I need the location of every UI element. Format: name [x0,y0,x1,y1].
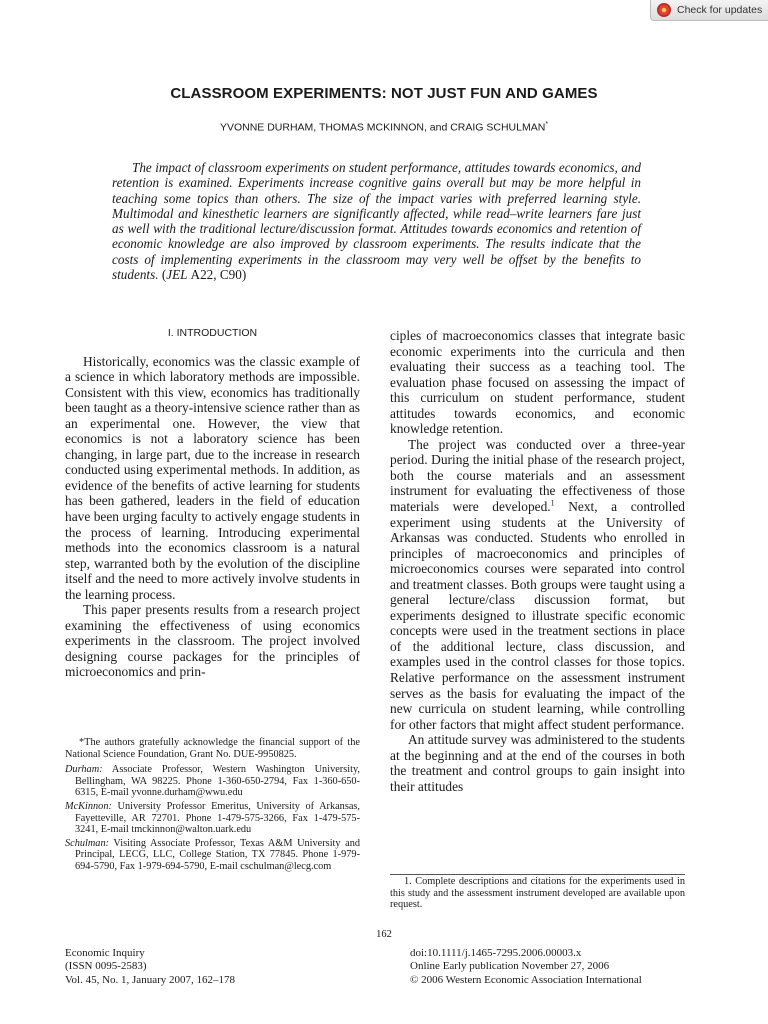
affiliation-name: McKinnon: [65,800,112,812]
journal-name: Economic Inquiry [65,947,145,959]
footnote-1 [390,874,685,911]
abstract-text: The impact of classroom experiments on student performance, attitudes towards economics, and retention is examined. Experiments increase cognitive gains overall but may be more helpful in teaching some topics than others. The size of the impact varies with preferred learning style. Multimodal and kinesthetic learners are significantly affected, while read–write learners fare just as well with the traditional lecture/discussion format. Attitudes towards economics and retention of economic knowledge are also improved by classroom experiments. The results indicate that the costs of implementing experiments in the classroom may very well be offset by the benefits to students. [112,160,641,283]
affiliation-durham [65,764,360,799]
copyright: © 2006 Western Economic Association International [410,973,642,986]
acknowledgment-footnote: *The authors gratefully acknowledge the financial support of the National Science Foundation, Grant No. DUE-9950825. [65,737,360,760]
affiliation-text: University Professor Emeritus, University of Arkansas, Fayetteville, AR 72701. Phone 1-479-575-3266, Fax 1-479-575-3241, E-mail tmckinnon@walton.uark.edu [75,800,360,836]
jel-open: ( [161,267,167,283]
affiliation-name: Durham: [65,764,103,776]
journal-issn: (ISSN 0095-2583) [65,960,147,973]
affiliation-name: Schulman: [65,837,110,849]
intro-paragraph-2-continued: ciples of macroeconomics classes that integrate basic economic experiments into the curricula and then evaluating their success as a teaching tool. The evaluation phase focused on assessing the impact of this curriculum on student performance, student attitudes towards economics, and economic knowledge retention. [390,328,685,437]
journal-info [65,947,235,987]
check-for-updates-badge[interactable] [650,0,768,21]
crossmark-icon [657,3,671,17]
jel-codes: A22, C90) [190,267,247,283]
author-line [0,121,768,134]
affiliation-schulman [65,838,360,873]
affiliation-mckinnon [65,801,360,836]
right-column [390,328,685,794]
intro-paragraph-4: An attitude survey was administered to the students at the beginning and at the end of the courses in both the treatment and control groups to gain insight into their attitudes [390,732,685,794]
intro-paragraph-3-part-a: The project was conducted over a three-year period. During the initial phase of the research project, both the course materials and an assessment instrument for evaluating the effectiveness of those materials were developed. [390,436,685,515]
section-heading: I. INTRODUCTION [167,327,258,339]
page-number: 162 [376,929,392,940]
intro-paragraph-3-part-b: Next, a controlled experiment using students at the University of Arkansas was conducted. Students who enrolled in principles of macroeconomics and principles of microeconomics courses were separated into control and treatment classes. Both groups were taught using a general lecture/class discussion format, but experiments designed to illustrate specific economic concepts were used in the treatment sections in place of the additional lecture, class discussion, and examples used in the control classes for those topics. Relative performance on the assessment instrument serves as the basis for evaluating the impact of the new curricula on student learning, while controlling for other factors that might affect student performance. [390,499,685,732]
left-column [65,326,360,680]
author-footnote-mark: * [545,121,549,128]
intro-paragraph-1: Historically, economics was the classic example of a science in which laboratory methods are impossible. Consistent with this view, economics has traditionally been taught as a theory-intensive science rather than as an experimental one. However, the view that economics is not a laboratory science has been changing, in large part, due to the increase in research conducted using experimental methods. In addition, as evidence of the benefits of active learning for students has been gathered, leaders in the field of education have been urging faculty to actively engage students in the process of learning. Introducing experimental methods into the economics classroom is a natural step, warranted both by the evolution of the discipline itself and the need to more actively involve students in the learning process. [65,353,360,602]
journal-volume: Vol. 45, No. 1, January 2007, 162–178 [65,973,235,986]
abstract [112,160,641,282]
online-publication-date: Online Early publication November 27, 2006 [410,960,610,973]
check-for-updates-label: Check for updates [677,4,763,16]
footnotes-left [65,737,360,875]
paper-title: CLASSROOM EXPERIMENTS: NOT JUST FUN AND GAMES [170,85,598,102]
footnote-1-text: 1. Complete descriptions and citations for the experiments used in this study and the assessment instrument developed are available upon request. [390,876,685,911]
intro-paragraph-2: This paper presents results from a research project examining the effectiveness of using economics experiments in the classroom. The project involved designing course packages for the principles of microeconomics and prin- [65,602,360,680]
intro-paragraph-3 [390,437,685,732]
jel-label: JEL [166,267,188,283]
footnote-ref-1[interactable]: 1 [550,498,555,508]
doi[interactable]: doi:10.1111/j.1465-7295.2006.00003.x [410,947,582,959]
affiliation-text: Visiting Associate Professor, Texas A&M University and Principal, LECG, LLC, College Station, TX 77845. Phone 1-979-694-5790, Fax 1-979-694-5790, E-mail cschulman@lecg.com [75,837,360,872]
affiliation-text: Associate Professor, Western Washington University, Bellingham, WA 98225. Phone 1-360-650-2794, Fax 1-360-650-6315, E-mail yvonne.durham@wwu.edu [75,764,360,799]
publication-info [410,947,642,987]
author-names: YVONNE DURHAM, THOMAS MCKINNON, and CRAIG SCHULMAN [219,121,546,134]
